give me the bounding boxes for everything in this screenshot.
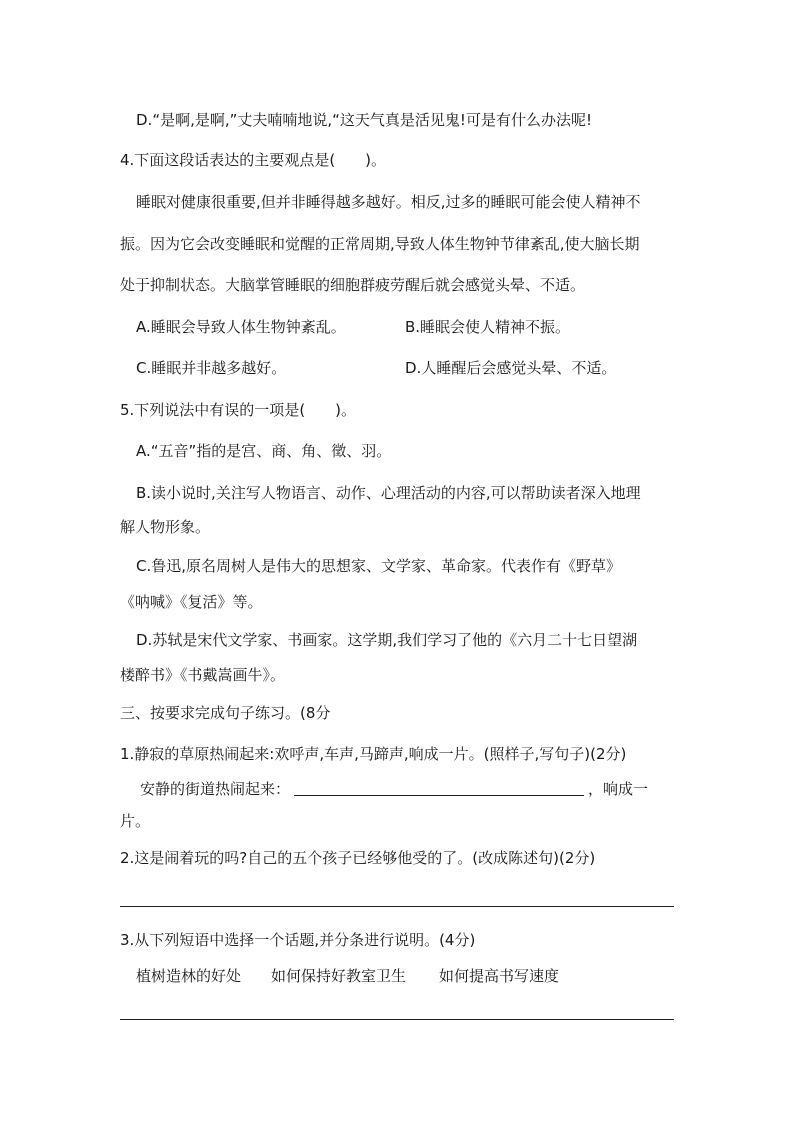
s1-title: 1.静寂的草原热闹起来:欢呼声,车声,马蹄声,响成一片。(照样子,写句子)(2分) bbox=[120, 745, 627, 763]
q5-option-b-line-2: 解人物形象。 bbox=[120, 518, 211, 536]
q5-option-c-line-2: 《呐喊》《复活》等。 bbox=[120, 593, 263, 611]
q5-option-b-line-1: B.读小说时,关注写人物语言、动作、心理活动的内容,可以帮助读者深入地理 bbox=[136, 484, 641, 502]
q5-option-d-line-1: D.苏轼是宋代文学家、书画家。这学期,我们学习了他的《六月二十七日望湖 bbox=[136, 631, 638, 649]
q4-option-d: D.人睡醒后会感觉头晕、不适。 bbox=[405, 359, 617, 377]
q5-title: 5.下列说法中有误的一项是( )。 bbox=[120, 401, 357, 419]
q3-option-d: D.“是啊,是啊,”丈夫喃喃地说,“这天气真是活见鬼!可是有什么办法呢! bbox=[136, 111, 592, 129]
s1-prefix: 安静的街道热闹起来： bbox=[140, 780, 291, 798]
q5-option-c-line-1: C.鲁迅,原名周树人是伟大的思想家、文学家、革命家。代表作有《野草》 bbox=[136, 557, 622, 575]
s3-topic-1: 植树造林的好处 bbox=[136, 967, 242, 985]
s3-topic-3: 如何提高书写速度 bbox=[439, 967, 560, 985]
q4-option-c: C.睡眠并非越多越好。 bbox=[136, 359, 287, 377]
q4-passage-line-2: 振。因为它会改变睡眠和觉醒的正常周期,导致人体生物钟节律紊乱,使大脑长期 bbox=[120, 235, 640, 253]
q4-passage-line-3: 处于抑制状态。大脑掌管睡眠的细胞群疲劳醒后就会感觉头晕、不适。 bbox=[120, 276, 586, 294]
q5-option-a: A.“五音”指的是宫、商、角、徵、羽。 bbox=[136, 442, 392, 460]
s3-title: 3.从下列短语中选择一个话题,并分条进行说明。(4分) bbox=[120, 931, 476, 949]
q4-option-b: B.睡眠会使人精神不振。 bbox=[405, 318, 571, 336]
q5-option-d-line-2: 楼醉书》《书戴嵩画牛》。 bbox=[120, 666, 286, 684]
q4-title: 4.下面这段话表达的主要观点是( )。 bbox=[120, 151, 387, 169]
s2-answer-rule[interactable] bbox=[120, 906, 674, 907]
s3-answer-rule[interactable] bbox=[120, 1019, 674, 1020]
section-3-title: 三、按要求完成句子练习。(8分 bbox=[120, 704, 331, 722]
s2-title: 2.这是闹着玩的吗?自己的五个孩子已经够他受的了。(改成陈述句)(2分) bbox=[120, 849, 596, 867]
q4-option-a: A.睡眠会导致人体生物钟紊乱。 bbox=[136, 318, 346, 336]
s1-continuation: 片。 bbox=[120, 812, 151, 830]
s1-answer-line bbox=[140, 779, 648, 799]
s1-suffix: ，响成一 bbox=[588, 780, 649, 798]
s3-topic-2: 如何保持好教室卫生 bbox=[271, 967, 407, 985]
s1-answer-blank[interactable] bbox=[294, 780, 584, 796]
q4-passage-line-1: 睡眠对健康很重要,但并非睡得越多越好。相反,过多的睡眠可能会使人精神不 bbox=[136, 193, 641, 211]
